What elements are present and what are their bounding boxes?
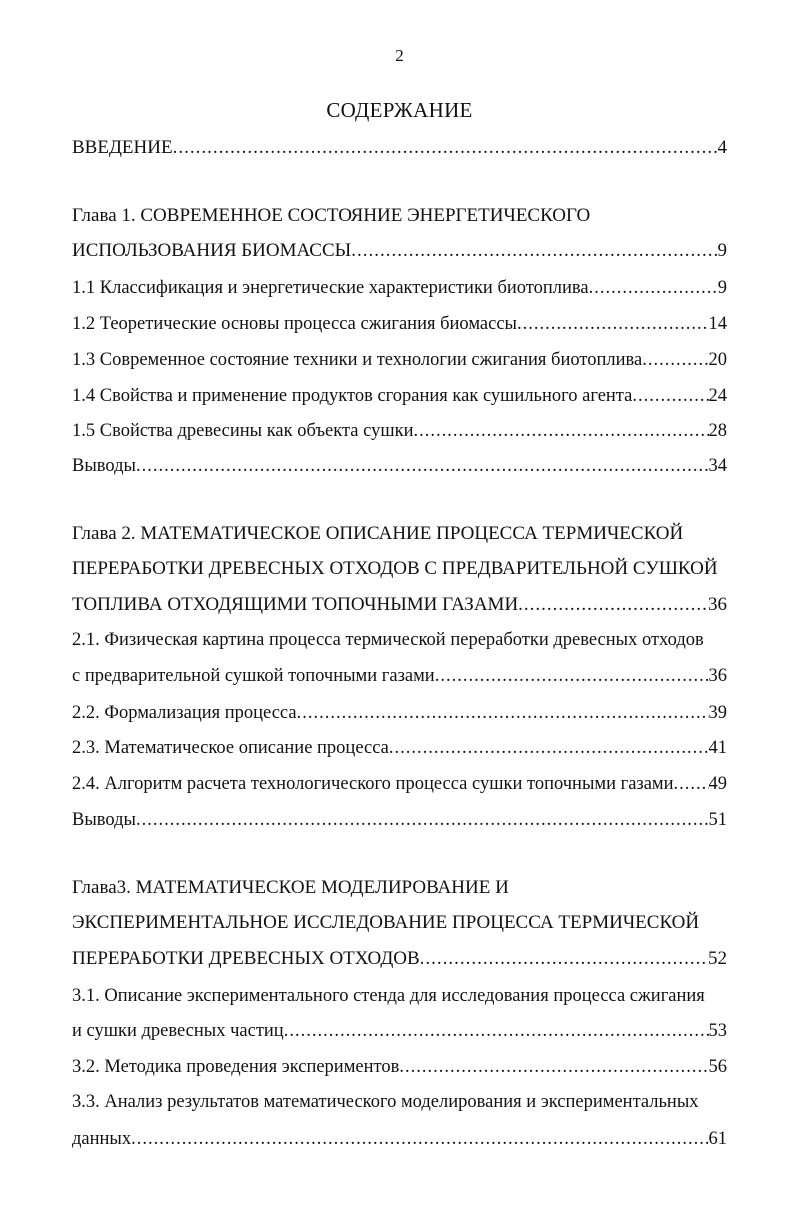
toc-entry-chapter2-conclusions: Выводы ..... 51: [72, 802, 727, 838]
chapter2-heading-line1: Глава 2. МАТЕМАТИЧЕСКОЕ ОПИСАНИЕ ПРОЦЕССА ТЕРМИЧЕСКОЙ: [72, 523, 684, 544]
leader-dots: [413, 413, 708, 449]
leader-dots: [632, 378, 708, 414]
chapter3-heading-line3: ПЕРЕРАБОТКИ ДРЕВЕСНЫХ ОТХОДОВ ..... 52: [72, 941, 727, 977]
toc-entry-1-4: 1.4 Свойства и применение продуктов сгорания как сушильного агента ..... 24: [72, 378, 727, 414]
toc-entry-1-1: 1.1 Классификация и энергетические характеристики биотоплива ..... 9: [72, 270, 727, 306]
toc-entry-text: ИСПОЛЬЗОВАНИЯ БИОМАССЫ: [72, 240, 352, 261]
page-number: 2: [395, 46, 404, 65]
leader-dots: [589, 270, 718, 306]
toc-entry-page: 4: [717, 137, 727, 158]
page-title: СОДЕРЖАНИЕ: [326, 98, 473, 122]
leader-dots: [389, 730, 709, 766]
chapter2-heading-line3: ТОПЛИВА ОТХОДЯЩИМИ ТОПОЧНЫМИ ГАЗАМИ ..... 36: [72, 587, 727, 623]
leader-dots: [518, 587, 708, 623]
toc-entry-2-4: 2.4. Алгоритм расчета технологического процесса сушки топочными газами ..... 49: [72, 766, 727, 802]
chapter3-heading-line2: ЭКСПЕРИМЕНТАЛЬНОЕ ИССЛЕДОВАНИЕ ПРОЦЕССА ТЕРМИЧЕСКОЙ: [72, 912, 700, 933]
chapter3-heading-line1: Глава3. МАТЕМАТИЧЕСКОЕ МОДЕЛИРОВАНИЕ И: [72, 877, 509, 898]
toc-entry-1-5: 1.5 Свойства древесины как объекта сушки ..... 28: [72, 413, 727, 449]
leader-dots: [131, 1121, 708, 1157]
toc-entry-chapter1-conclusions: Выводы ..... 34: [72, 448, 727, 484]
toc-entry-2-2: 2.2. Формализация процесса ..... 39: [72, 695, 727, 731]
leader-dots: [136, 448, 709, 484]
leader-dots: [435, 658, 709, 694]
toc-entry-2-3: 2.3. Математическое описание процесса ..... 41: [72, 730, 727, 766]
leader-dots: [399, 1049, 708, 1085]
leader-dots: [173, 130, 718, 166]
chapter2-heading-line2: ПЕРЕРАБОТКИ ДРЕВЕСНЫХ ОТХОДОВ С ПРЕДВАРИТЕЛЬНОЙ СУШКОЙ: [72, 558, 718, 579]
toc-entry-3-2: 3.2. Методика проведения экспериментов ..... 56: [72, 1049, 727, 1085]
leader-dots: [284, 1013, 709, 1049]
leader-dots: [136, 802, 709, 838]
leader-dots: [420, 941, 708, 977]
leader-dots: [642, 342, 708, 378]
toc-entry-3-3-line2: данных ..... 61: [72, 1121, 727, 1157]
toc-entry-3-1-line2: и сушки древесных частиц ..... 53: [72, 1013, 727, 1049]
toc-entry-1-3: 1.3 Современное состояние техники и технологии сжигания биотоплива ..... 20: [72, 342, 727, 378]
leader-dots: [517, 306, 709, 342]
leader-dots: [351, 233, 717, 269]
toc-entry-3-3-line1: 3.3. Анализ результатов математического моделирования и экспериментальных: [72, 1092, 699, 1112]
toc-entry-text: ВВЕДЕНИЕ: [72, 137, 173, 158]
toc-entry-3-1-line1: 3.1. Описание экспериментального стенда для исследования процесса сжигания: [72, 986, 705, 1006]
chapter1-heading-line2: [72, 233, 727, 269]
toc-entry-1-2: 1.2 Теоретические основы процесса сжигания биомассы ..... 14: [72, 306, 727, 342]
toc-entry-page: 9: [717, 240, 727, 261]
leader-dots: [674, 766, 709, 802]
leader-dots: [297, 695, 709, 731]
chapter1-heading-line1: Глава 1. СОВРЕМЕННОЕ СОСТОЯНИЕ ЭНЕРГЕТИЧЕСКОГО: [72, 205, 591, 226]
toc-entry-2-1-line1: 2.1. Физическая картина процесса термической переработки древесных отходов: [72, 630, 704, 650]
toc-entry-introduction: [72, 130, 727, 166]
toc-entry-2-1-line2: с предварительной сушкой топочными газами ..... 36: [72, 658, 727, 694]
